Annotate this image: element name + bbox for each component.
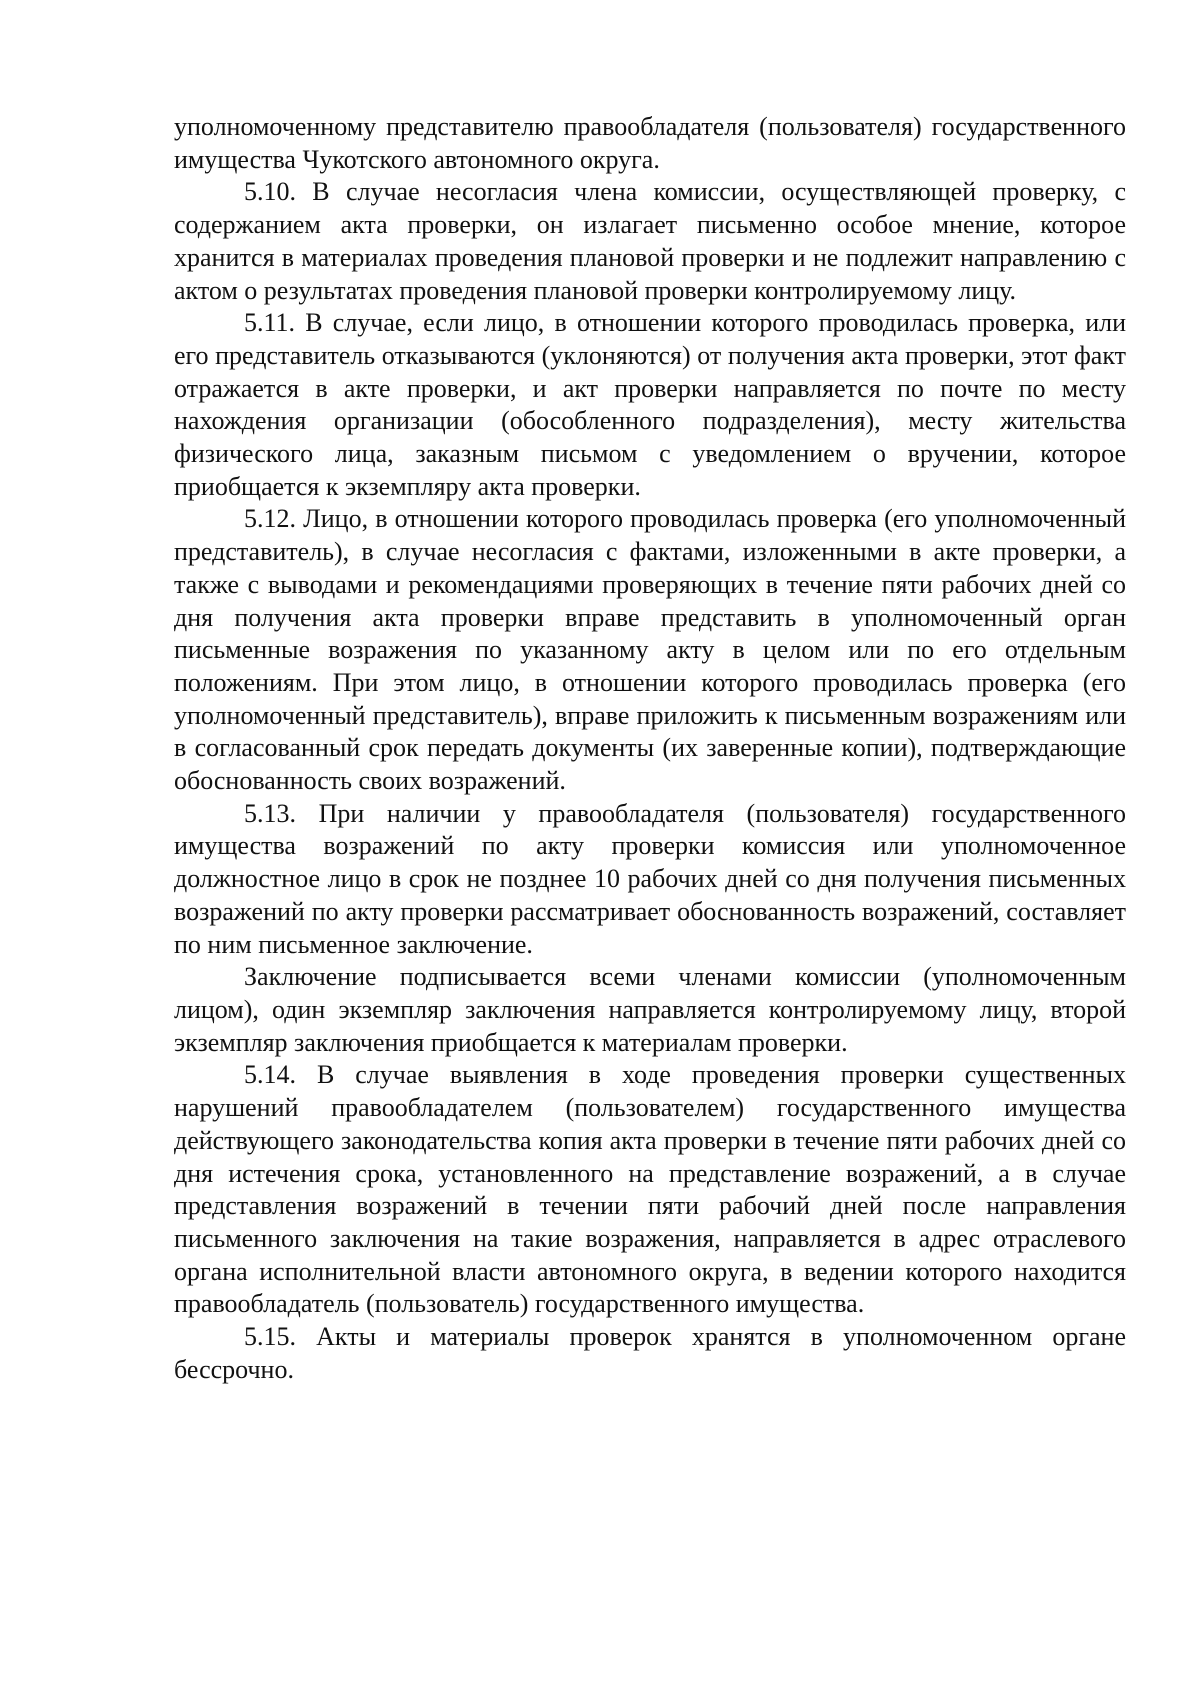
paragraph-5-10: 5.10. В случае несогласия члена комиссии, осуществляющей проверку, с содержанием акта проверки, он излагает письменно особое мнение, которое хранится в материалах проведения плановой проверки и не подлежит направлению с актом о результатах проведения плановой проверки контролируемому лицу.	[174, 177, 1126, 305]
paragraph-5-12: 5.12. Лицо, в отношении которого проводилась проверка (его уполномоченный представитель), в случае несогласия с фактами, изложенными в акте проверки, а также с выводами и рекомендациями проверяющих в течение пяти рабочих дней со дня получения акта проверки вправе представить в уполномоченный орган письменные возражения по указанному акту в целом или по его отдельным положениям. При этом лицо, в отношении которого проводилась проверка (его уполномоченный представитель), вправе приложить к письменным возражениям или в согласованный срок передать документы (их заверенные копии), подтверждающие обоснованность своих возражений.	[174, 504, 1126, 796]
document-page	[174, 111, 1126, 1386]
paragraph-continuation: уполномоченному представителю правообладателя (пользователя) государственного имущества Чукотского автономного округа.	[174, 112, 1126, 174]
paragraph-5-13: 5.13. При наличии у правообладателя (пользователя) государственного имущества возражений по акту проверки комиссия или уполномоченное должностное лицо в срок не позднее 10 рабочих дней со дня получения письменных возражений по акту проверки рассматривает обоснованность возражений, составляет по ним письменное заключение.	[174, 798, 1126, 959]
paragraph-5-14: 5.14. В случае выявления в ходе проведения проверки существенных нарушений правообладателем (пользователем) государственного имущества действующего законодательства копия акта проверки в течение пяти рабочих дней со дня истечения срока, установленного на представление возражений, а в случае представления возражений в течении пяти рабочий дней после направления письменного заключения на такие возражения, направляется в адрес отраслевого органа исполнительной власти автономного округа, в ведении которого находится правообладатель (пользователь) государственного имущества.	[174, 1060, 1126, 1319]
paragraph-conclusion: Заключение подписывается всеми членами комиссии (уполномоченным лицом), один экземпляр заключения направляется контролируемому лицу, второй экземпляр заключения приобщается к материалам проверки.	[174, 962, 1126, 1057]
paragraph-5-15: 5.15. Акты и материалы проверок хранятся в уполномоченном органе бессрочно.	[174, 1322, 1126, 1384]
paragraph-5-11: 5.11. В случае, если лицо, в отношении которого проводилась проверка, или его представитель отказываются (уклоняются) от получения акта проверки, этот факт отражается в акте проверки, и акт проверки направляется по почте по месту нахождения организации (обособленного подразделения), месту жительства физического лица, заказным письмом с уведомлением о вручении, которое приобщается к экземпляру акта проверки.	[174, 308, 1126, 501]
